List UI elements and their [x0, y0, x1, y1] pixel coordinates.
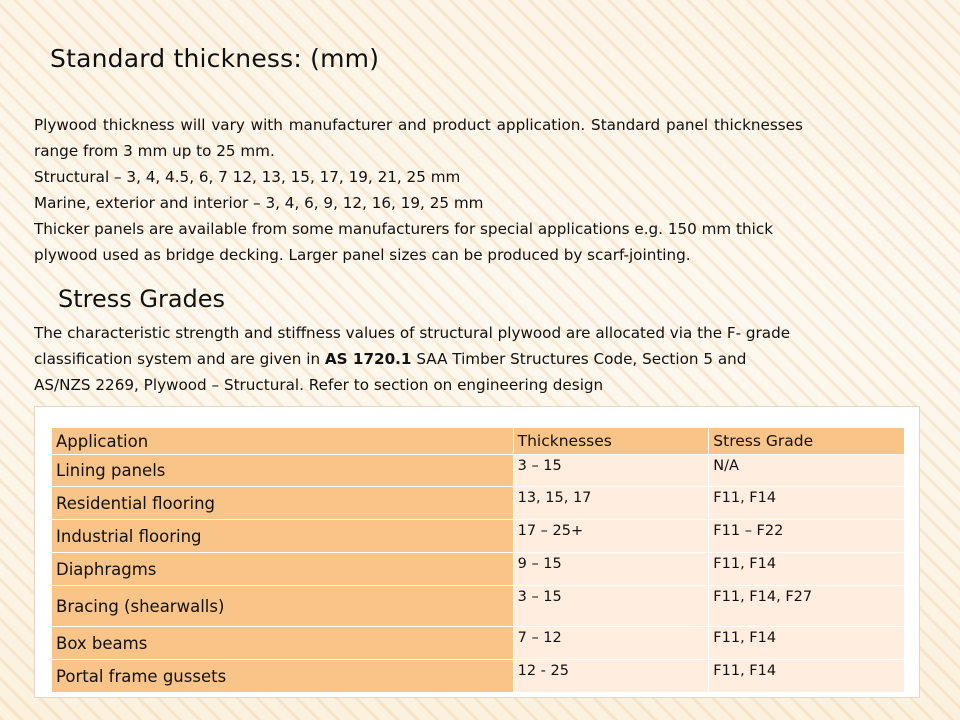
table-row [52, 520, 905, 553]
cell-thickness: 9 – 15 [513, 553, 709, 586]
cell-grade: F11, F14 [709, 660, 905, 693]
standard-thickness-title: Standard thickness: (mm) [50, 44, 380, 73]
thickness-line: Plywood thickness will vary with manufacturer and product application. Standard panel thicknesses [34, 116, 803, 134]
cell-thickness: 17 – 25+ [513, 520, 709, 553]
cell-application: Diaphragms [52, 553, 514, 586]
stress-line [34, 346, 934, 372]
table-header-row [52, 428, 905, 455]
cell-grade: F11, F14 [709, 487, 905, 520]
cell-application: Bracing (shearwalls) [52, 586, 514, 627]
cell-thickness: 7 – 12 [513, 627, 709, 660]
cell-thickness: 12 - 25 [513, 660, 709, 693]
header-thicknesses: Thicknesses [513, 428, 709, 455]
cell-grade: F11, F14 [709, 627, 905, 660]
cell-application: Industrial flooring [52, 520, 514, 553]
table-row [52, 553, 905, 586]
cell-application: Portal frame gussets [52, 660, 514, 693]
cell-application: Residential flooring [52, 487, 514, 520]
thickness-line: Marine, exterior and interior – 3, 4, 6, 9, 12, 16, 19, 25 mm [34, 194, 484, 212]
cell-grade: F11 – F22 [709, 520, 905, 553]
table-row [52, 660, 905, 693]
stress-line-text: classification system and are given in [34, 350, 325, 368]
cell-thickness: 3 – 15 [513, 586, 709, 627]
table-row [52, 487, 905, 520]
thickness-paragraph [34, 112, 934, 268]
thickness-line: range from 3 mm up to 25 mm. [34, 142, 275, 160]
cell-application: Lining panels [52, 455, 514, 487]
table-row [52, 627, 905, 660]
cell-grade: F11, F14, F27 [709, 586, 905, 627]
standard-reference: AS 1720.1 [324, 350, 412, 368]
stress-line: AS/NZS 2269, Plywood – Structural. Refer to section on engineering design [34, 376, 604, 394]
cell-grade: F11, F14 [709, 553, 905, 586]
stress-line: The characteristic strength and stiffness values of structural plywood are allocated via the F- grade [34, 324, 791, 342]
header-application: Application [52, 428, 514, 455]
grades-table [51, 427, 905, 693]
cell-application: Box beams [52, 627, 514, 660]
cell-thickness: 3 – 15 [513, 455, 709, 487]
stress-grades-title: Stress Grades [58, 285, 226, 313]
thickness-line: Structural – 3, 4, 4.5, 6, 7 12, 13, 15, 17, 19, 21, 25 mm [34, 168, 461, 186]
cell-grade: N/A [709, 455, 905, 487]
cell-thickness: 13, 15, 17 [513, 487, 709, 520]
header-stress-grade: Stress Grade [709, 428, 905, 455]
grades-table-frame [34, 406, 920, 698]
thickness-line: plywood used as bridge decking. Larger panel sizes can be produced by scarf-jointing. [34, 246, 691, 264]
stress-line-text: SAA Timber Structures Code, Section 5 and [411, 350, 747, 368]
thickness-line: Thicker panels are available from some manufacturers for special applications e.g. 150 mm thick [34, 220, 773, 238]
stress-grades-paragraph [34, 320, 934, 398]
table-row [52, 586, 905, 627]
table-row [52, 455, 905, 487]
